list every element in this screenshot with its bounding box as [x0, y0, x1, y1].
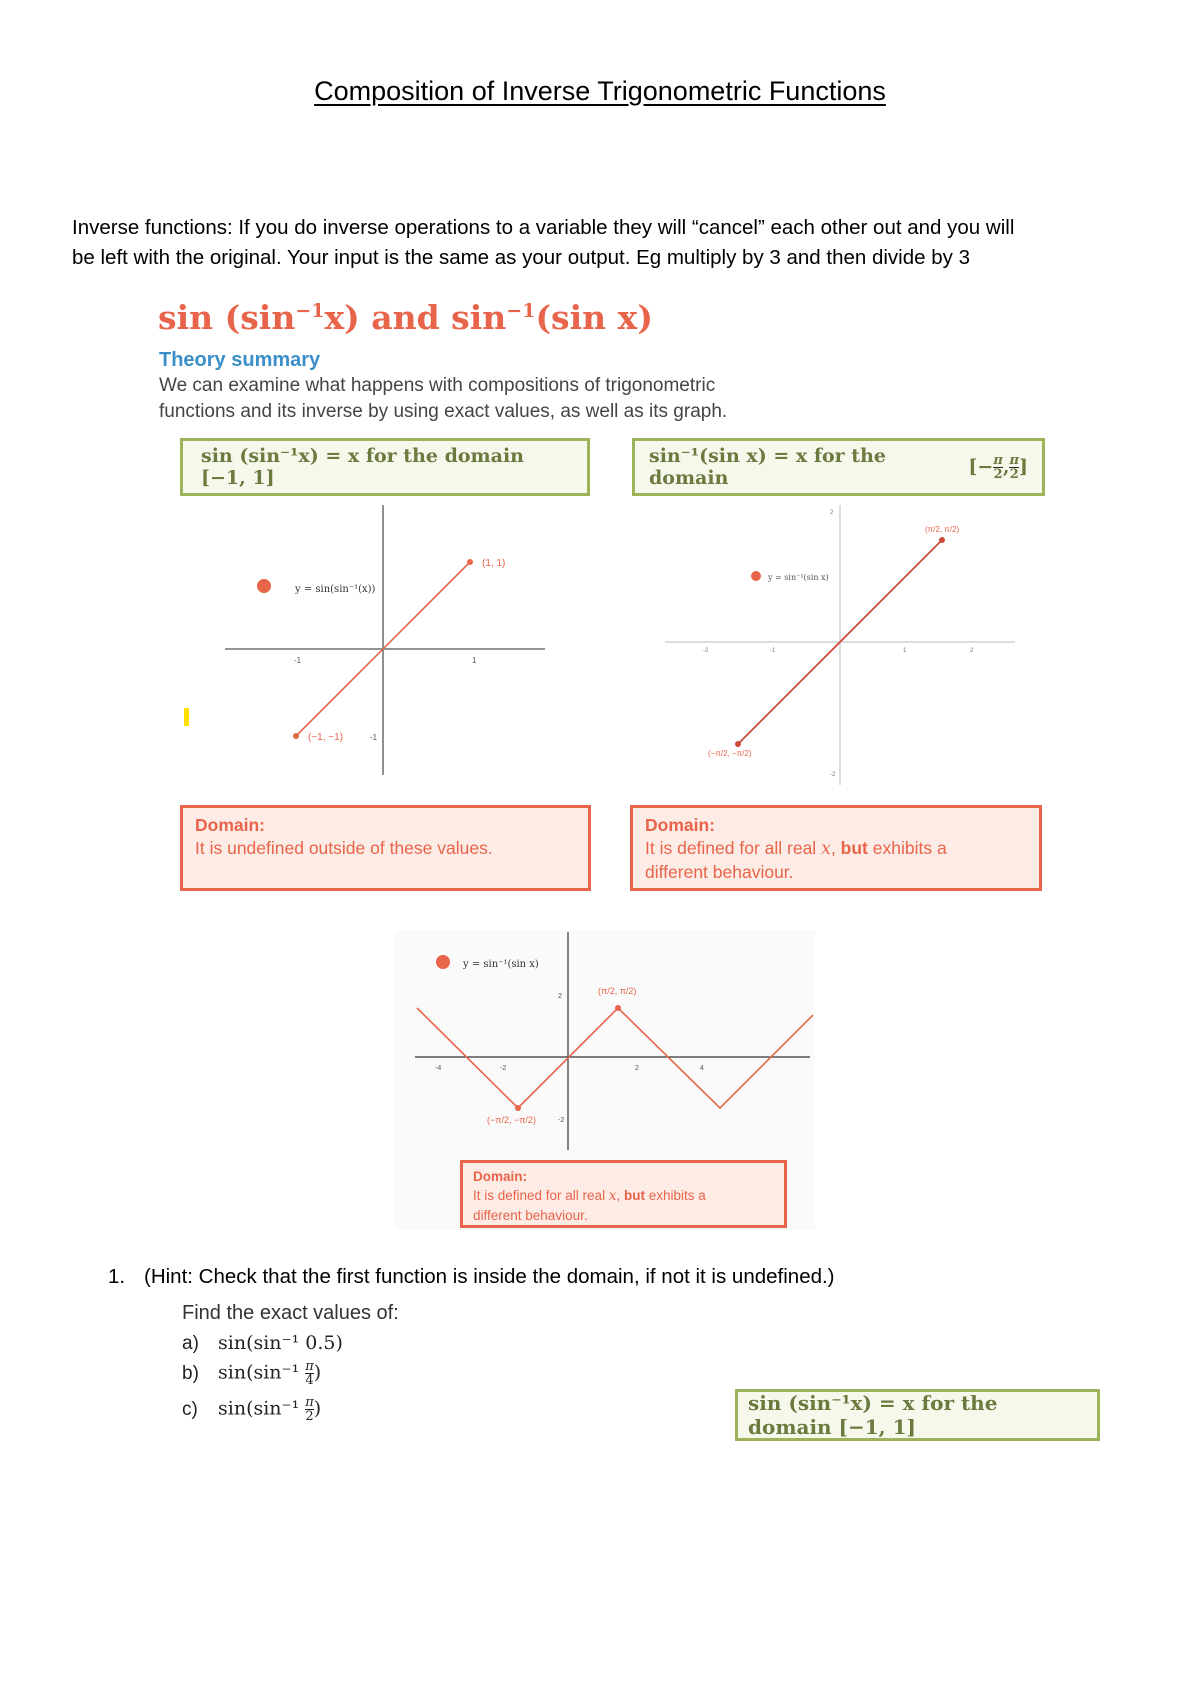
domain-text-line-2: different behaviour.	[645, 862, 794, 882]
domain-text-line-1: It is defined for all real x, but exhibits a	[645, 838, 947, 859]
domain-text: It is undefined outside of these values.	[195, 838, 493, 858]
tick-x-1: -2	[703, 648, 709, 654]
tick-y-top: 2	[558, 993, 562, 1000]
peak-point	[615, 1005, 621, 1011]
tick-x-4: 2	[970, 648, 974, 654]
point-bottom-label: (−1, −1)	[308, 732, 344, 743]
heading-sup-2: −1	[506, 300, 536, 322]
intro-line-1: Inverse functions: If you do inverse operations to a variable they will “cancel” each other out and you will	[72, 216, 1015, 239]
identity-right-sep: ,	[1002, 456, 1010, 478]
theory-line-1: We can examine what happens with compositions of trigonometric	[159, 375, 716, 396]
question-1	[108, 1265, 835, 1289]
graph-arcsin-sin	[660, 500, 1020, 790]
domain-box-left	[180, 805, 591, 891]
peak-label: (π/2, π/2)	[598, 986, 637, 996]
endpoint-top	[939, 537, 945, 543]
reminder-text: sin (sin⁻¹x) = x for the domain [−1, 1]	[748, 1391, 998, 1439]
domain-label: Domain:	[473, 1169, 527, 1184]
highlight-mark	[184, 708, 189, 726]
tick-x-4: 4	[700, 1065, 704, 1072]
tick-x-2: -1	[770, 648, 776, 654]
tick-y-bottom: -2	[830, 772, 836, 778]
question-hint: (Hint: Check that the first function is inside the domain, if not it is undefined.)	[144, 1265, 835, 1288]
tick-y-bottom: -2	[558, 1117, 565, 1124]
reminder-box	[735, 1389, 1100, 1441]
trough-label: (−π/2, −π/2)	[487, 1115, 536, 1125]
graph-label: y = sin⁻¹(sin x)	[768, 573, 829, 582]
tick-y-top: 2	[830, 510, 834, 516]
identity-left-text: sin (sin⁻¹x) = x for the domain [−1, 1]	[201, 445, 524, 489]
identity-right-frac-2: $\frac{\pi}{2}$	[1009, 452, 1019, 482]
identity-box-left	[180, 438, 590, 496]
tick-neg: -1	[294, 656, 302, 665]
graph-label: y = sin(sin⁻¹(x))	[295, 584, 376, 595]
endpoint-bottom	[293, 733, 299, 739]
point-top-label: (1, 1)	[482, 558, 506, 569]
point-bottom-label: (−π/2, −π/2)	[708, 749, 752, 758]
subquestion-c: c) sin(sin⁻¹ $\frac{\pi}{2}$ )	[182, 1395, 322, 1424]
endpoint-top	[467, 559, 473, 565]
summary-heading	[158, 298, 653, 337]
intro-line-2: be left with the original. Your input is the same as your output. Eg multiply by 3 and then divide by 3	[72, 246, 970, 269]
heading-part-1: sin (sin	[158, 298, 296, 337]
identity-right-close: ]	[1019, 456, 1028, 478]
tick-pos: 1	[472, 656, 477, 665]
domain-label: Domain:	[645, 815, 715, 835]
tick-x-3: 1	[903, 648, 907, 654]
theory-summary-text	[159, 373, 859, 425]
domain-box-right	[630, 805, 1042, 891]
tick-y: -1	[370, 733, 378, 742]
identity-box-right	[632, 438, 1045, 496]
heading-part-2: x) and sin	[324, 298, 507, 337]
domain-box-bottom	[460, 1160, 787, 1228]
desmos-logo-icon	[436, 955, 450, 969]
graph-sin-arcsin	[210, 500, 550, 780]
point-top-label: (π/2, π/2)	[925, 525, 960, 534]
endpoint-bottom	[735, 741, 741, 747]
graph-label: y = sin⁻¹(sin x)	[463, 959, 539, 970]
intro-paragraph	[72, 213, 1132, 273]
find-instruction: Find the exact values of:	[182, 1302, 399, 1324]
subquestion-b: b) sin(sin⁻¹ $\frac{\pi}{4}$ )	[182, 1359, 322, 1388]
domain-text-line-1: It is defined for all real x, but exhibits a	[473, 1188, 706, 1204]
page-title: Composition of Inverse Trigonometric Functions	[314, 76, 886, 106]
tick-x-2: -2	[500, 1065, 507, 1072]
desmos-logo-icon	[257, 579, 271, 593]
tick-x-1: -4	[435, 1065, 442, 1072]
identity-right-text: sin⁻¹(sin x) = x for the domain	[649, 445, 886, 489]
theory-line-2: functions and its inverse by using exact values, as well as its graph.	[159, 401, 728, 422]
subquestion-a: a) sin(sin⁻¹ 0.5)	[182, 1332, 343, 1354]
domain-text-line-2: different behaviour.	[473, 1208, 588, 1223]
domain-label: Domain:	[195, 815, 265, 835]
tick-x-3: 2	[635, 1065, 639, 1072]
identity-right-open: [−	[968, 456, 994, 478]
trough-point	[515, 1105, 521, 1111]
heading-sup-1: −1	[295, 300, 325, 322]
desmos-logo-icon	[751, 571, 761, 581]
theory-summary-title: Theory summary	[159, 349, 321, 371]
heading-part-3: (sin x)	[535, 298, 653, 337]
question-number: 1.	[108, 1265, 126, 1288]
identity-right-frac-1: $\frac{\pi}{2}$	[993, 452, 1003, 482]
